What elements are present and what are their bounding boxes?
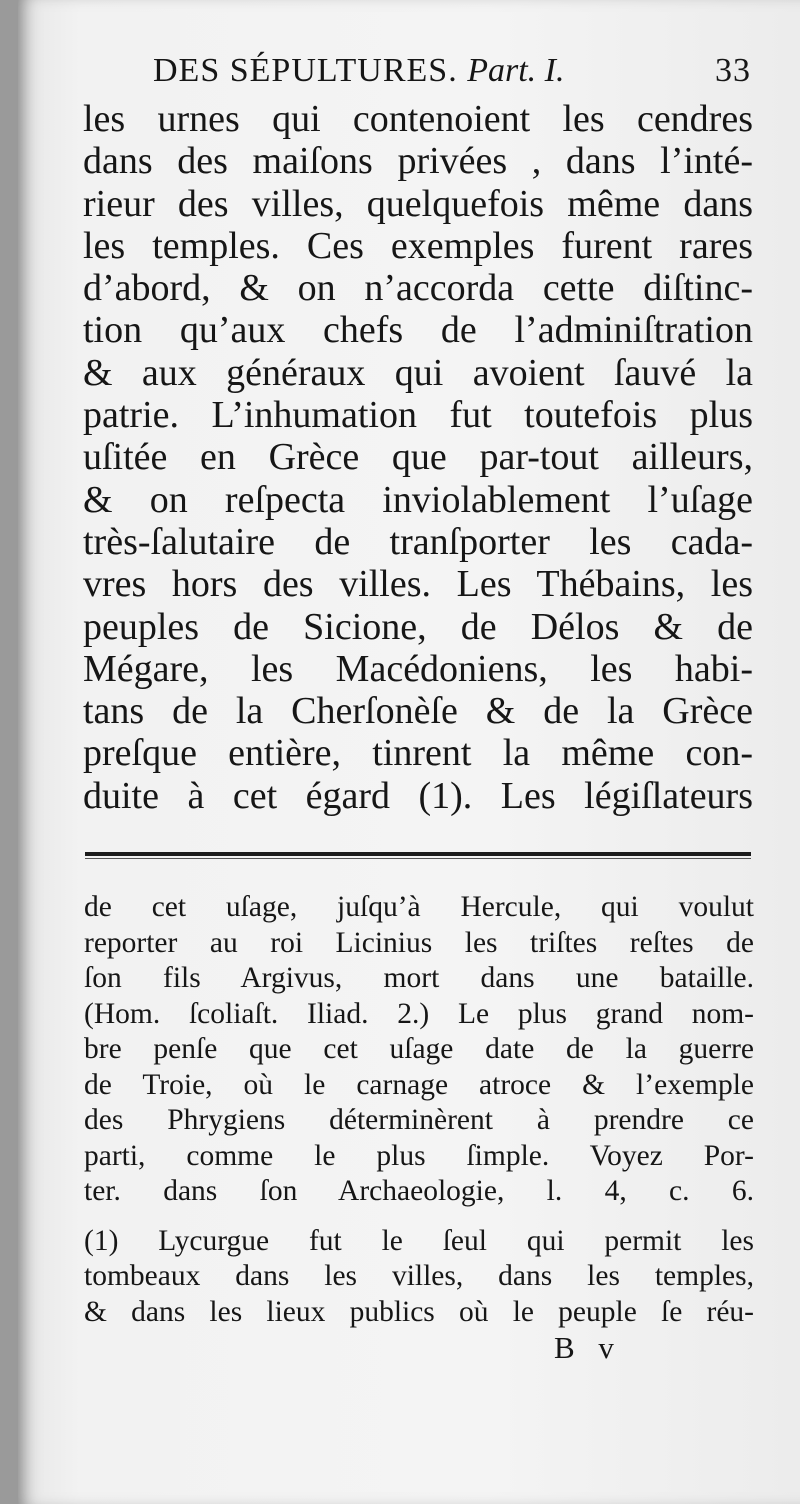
- body-line: d’abord, & on n’accorda cette diſtinc-: [83, 267, 753, 310]
- body-line: vres hors des villes. Les Thébains, les: [83, 563, 753, 606]
- footnotes: [84, 890, 754, 1330]
- signature-mark: B v: [554, 1330, 622, 1365]
- body-line: les temples. Ces exemples furent rares: [83, 224, 753, 267]
- footnote-line: bre penſe que cet uſage date de la guerre: [84, 1033, 754, 1065]
- footnote-rule: [85, 852, 751, 856]
- body-line: preſque entière, tinrent la même con-: [83, 732, 753, 775]
- body-line: dans des maiſons privées , dans l’inté-: [83, 140, 753, 183]
- body-line: Mégare, les Macédoniens, les habi-: [83, 647, 753, 690]
- body-line: peuples de Sicione, de Délos & de: [83, 605, 753, 648]
- body-line: rieur des villes, quelquefois même dans: [83, 182, 753, 225]
- body-line: tans de la Cherſonèſe & de la Grèce: [83, 690, 753, 733]
- body-line: patrie. L’inhumation fut toutefois plus: [83, 394, 753, 437]
- body-line: les urnes qui contenoient les cendres: [83, 98, 753, 140]
- footnote-1-line: & dans les lieux publics où le peuple ſe réu-: [84, 1295, 754, 1328]
- body-text: [83, 98, 753, 817]
- running-title: DES SÉPULTURES. Part. I.: [153, 52, 565, 89]
- body-line: très-ſalutaire de tranſporter les cada-: [83, 520, 753, 563]
- footnote-gap: [84, 1210, 754, 1224]
- body-line: & on reſpecta inviolablement l’uſage: [83, 478, 753, 521]
- footnote-line: de cet uſage, juſqu’à Hercule, qui voulut: [84, 891, 754, 923]
- page-header: [153, 52, 753, 102]
- body-line: tion qu’aux chefs de l’adminiſtration: [83, 309, 753, 352]
- footnote-line: parti, comme le plus ſimple. Voyez Por-: [84, 1139, 754, 1172]
- footnote-line: (Hom. ſcoliaſt. Iliad. 2.) Le plus grand nom-: [84, 997, 754, 1030]
- book-page: [18, 0, 800, 1504]
- footnote-line: de Troie, où le carnage atroce & l’exemple: [84, 1068, 754, 1101]
- footnote-1-line: tombeaux dans les villes, dans les temples,: [84, 1260, 754, 1292]
- footnote-line: des Phrygiens déterminèrent à prendre ce: [84, 1104, 754, 1136]
- footnote-1-line: (1) Lycurgue fut le ſeul qui permit les: [84, 1224, 754, 1257]
- footnote-rule-thin: [85, 858, 751, 859]
- body-line: uſitée en Grèce que par-tout ailleurs,: [83, 436, 753, 479]
- body-line: duite à cet égard (1). Les légiſlateurs: [83, 774, 753, 817]
- footnote-line: reporter au roi Licinius les triſtes reſtes de: [84, 926, 754, 959]
- body-line: & aux généraux qui avoient ſauvé la: [83, 351, 753, 394]
- footnote-line: ſon fils Argivus, mort dans une bataille.: [84, 962, 754, 994]
- page-number: 33: [715, 52, 751, 89]
- footnote-line: ter. dans ſon Archaeologie, l. 4, c. 6.: [84, 1175, 754, 1207]
- part-label: Part. I.: [467, 52, 565, 89]
